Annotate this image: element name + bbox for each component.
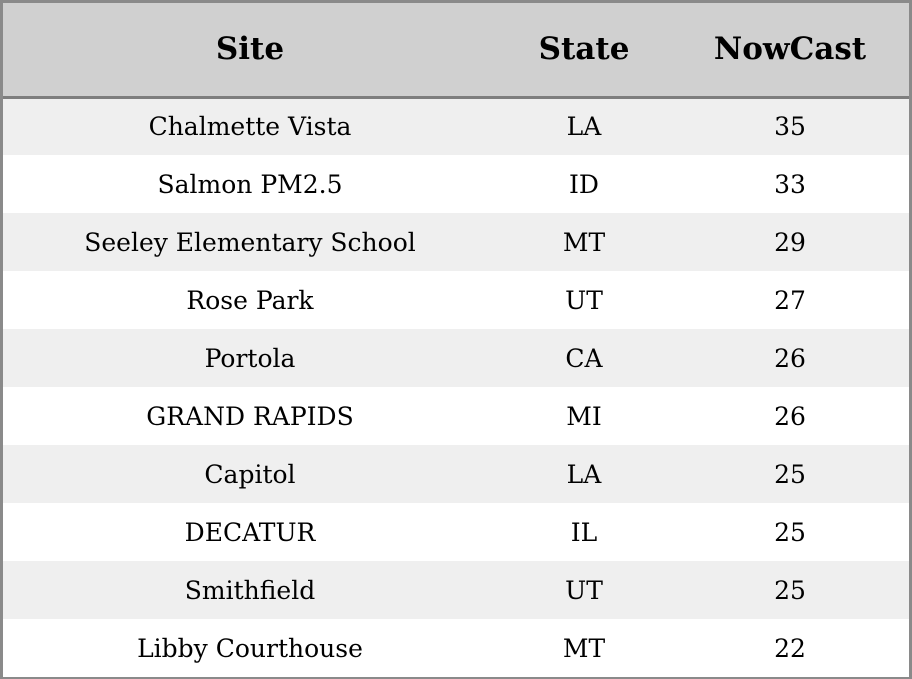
cell-nowcast: 29 <box>774 227 806 257</box>
cell-site: Smithfield <box>184 575 316 605</box>
cell-site: Portola <box>204 343 296 373</box>
cell-site: Rose Park <box>186 285 314 315</box>
table-row <box>3 97 909 155</box>
table-row <box>3 213 909 271</box>
cell-nowcast: 26 <box>774 343 806 373</box>
cell-nowcast: 22 <box>774 633 806 663</box>
cell-site: Libby Courthouse <box>137 633 363 663</box>
cell-nowcast: 33 <box>774 169 806 199</box>
column-header-nowcast: NowCast <box>671 3 909 97</box>
nowcast-table <box>3 3 909 677</box>
cell-state: MT <box>562 227 606 257</box>
cell-state: MT <box>562 633 606 663</box>
cell-site: Seeley Elementary School <box>84 227 416 257</box>
table-row <box>3 329 909 387</box>
table-row <box>3 561 909 619</box>
header-row <box>3 3 909 97</box>
table-row <box>3 619 909 677</box>
table-row <box>3 271 909 329</box>
cell-state: CA <box>565 343 603 373</box>
cell-nowcast: 27 <box>774 285 806 315</box>
cell-state: LA <box>566 459 602 489</box>
cell-site: DECATUR <box>184 517 316 547</box>
cell-state: ID <box>569 169 599 199</box>
cell-nowcast: 26 <box>774 401 806 431</box>
cell-nowcast: 35 <box>774 112 806 142</box>
column-header-site: Site <box>3 3 497 97</box>
table-body <box>3 97 909 677</box>
cell-nowcast: 25 <box>774 575 806 605</box>
column-header-state: State <box>497 3 671 97</box>
table-row <box>3 503 909 561</box>
cell-state: UT <box>565 575 603 605</box>
cell-site: Chalmette Vista <box>148 112 352 142</box>
cell-state: UT <box>565 285 603 315</box>
table-row <box>3 445 909 503</box>
cell-state: IL <box>570 517 598 547</box>
cell-nowcast: 25 <box>774 517 806 547</box>
cell-state: MI <box>566 401 602 431</box>
cell-site: Capitol <box>204 459 296 489</box>
cell-site: GRAND RAPIDS <box>146 401 354 431</box>
cell-site: Salmon PM2.5 <box>157 169 343 199</box>
table-row <box>3 155 909 213</box>
cell-state: LA <box>566 112 602 142</box>
table-row <box>3 387 909 445</box>
cell-nowcast: 25 <box>774 459 806 489</box>
